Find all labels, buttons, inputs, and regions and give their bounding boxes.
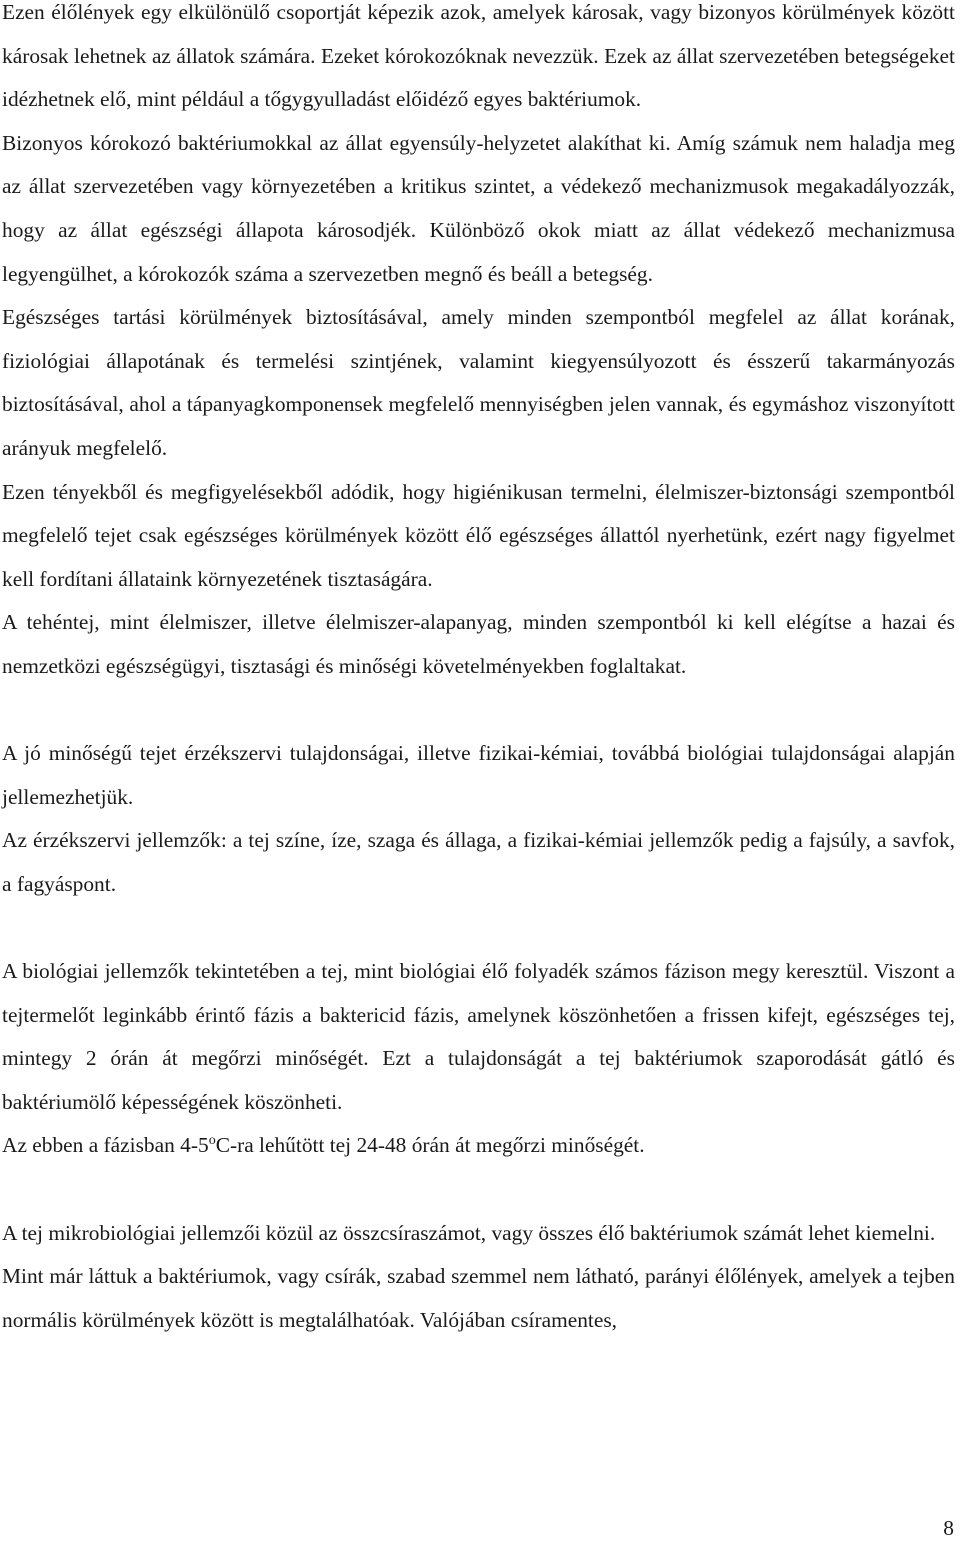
paragraph-hygienic-production: Ezen tényekből és megfigyelésekből adódik, hogy higiénikusan termelni, élelmiszer-biztonsági szempontból megfelelő tejet csak egészséges körülmények között élő egészséges állattól nyerhetünk, ezért nagy figyelmet kell fordítani állataink környezetének tisztaságára. <box>2 479 955 591</box>
paragraph-cow-milk-requirements: A tehéntej, mint élelmiszer, illetve élelmiszer-alapanyag, minden szempontból ki kell elégítse a hazai és nemzetközi egészségügyi, tisztasági és minőségi követelményekben foglaltakat. <box>2 610 955 678</box>
paragraph-spacer <box>2 906 955 950</box>
paragraph-equilibrium: Bizonyos kórokozó baktériumokkal az állat egyensúly-helyzetet alakíthat ki. Amíg számuk nem haladja meg az állat szervezetében vagy környezetében a kritikus szintet, a védekező mechanizmusok megakadályozzák, hogy az állat egészségi állapota károsodjék. Különböző okok miatt az állat védekező mechanizmusa legyengülhet, a kórokozók száma a szervezetben megnő és beáll a betegség. <box>2 130 955 286</box>
cooled-milk-text-end: C-ra lehűtött tej 24-48 órán át megőrzi minőségét. <box>215 1133 645 1158</box>
paragraph-healthy-conditions: Egészséges tartási körülmények biztosításával, amely minden szempontból megfelel az állat korának, fiziológiai állapotának és termelési szintjének, valamint kiegyensúlyozott és ésszerű takarmányozás biztosításával, ahol a tápanyagkomponensek megfelelő mennyiségben jelen vannak, és egymáshoz viszonyított arányuk megfelelő. <box>2 305 955 460</box>
cooled-milk-text-start: Az ebben a fázisban 4-5 <box>2 1133 209 1158</box>
paragraph-spacer <box>2 1168 955 1212</box>
page-number: 8 <box>943 1516 954 1540</box>
paragraph-quality-properties: A jó minőségű tejet érzékszervi tulajdonságai, illetve fizikai-kémiai, továbbá biológiai tulajdonságai alapján jellemezhetjük. <box>2 741 955 809</box>
paragraph-pathogens: Ezen élőlények egy elkülönülő csoportját képezik azok, amelyek károsak, vagy bizonyos körülmények között károsak lehetnek az állatok számára. Ezeket kórokozóknak nevezzük. Ezek az állat szervezetében betegségeket idézhetnek elő, mint például a tőgygyulladást előidéző egyes baktériumok. <box>2 0 955 112</box>
document-body <box>2 0 955 1342</box>
paragraph-cooled-milk <box>2 1124 955 1168</box>
paragraph-biological-properties: A biológiai jellemzők tekintetében a tej, mint biológiai élő folyadék számos fázison megy keresztül. Viszont a tejtermelőt leginkább érintő fázis a baktericid fázis, amelynek köszönhetően a frissen kifejt, egészséges tej, mintegy 2 órán át megőrzi minőségét. Ezt a tulajdonságát a tej baktériumok szaporodását gátló és baktériumölő képességének köszönheti. <box>2 959 955 1114</box>
paragraph-bacteria: Mint már láttuk a baktériumok, vagy csírák, szabad szemmel nem látható, parányi élőlények, amelyek a tejben normális körülmények között is megtalálhatóak. Valójában csíramentes, <box>2 1264 955 1332</box>
paragraph-spacer <box>2 689 955 733</box>
degree-superscript: o <box>208 1133 216 1149</box>
paragraph-microbiological-properties: A tej mikrobiológiai jellemzői közül az összcsíraszámot, vagy összes élő baktériumok számát lehet kiemelni. <box>2 1220 936 1245</box>
paragraph-sensory-properties: Az érzékszervi jellemzők: a tej színe, íze, szaga és állaga, a fizikai-kémiai jellemzők pedig a fajsúly, a savfok, a fagyáspont. <box>2 828 955 896</box>
